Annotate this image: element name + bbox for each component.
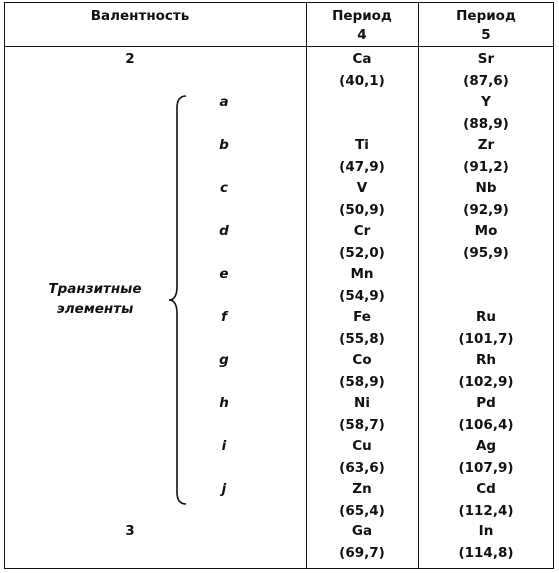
p4-v-symbol: V — [356, 180, 368, 196]
p5-nb-symbol: Nb — [475, 180, 497, 196]
header-period-5-line2: 5 — [481, 27, 491, 43]
valence-3: 3 — [125, 523, 135, 539]
header-valence: Валентность — [90, 8, 190, 24]
p5-nb-mass: (92,9) — [463, 202, 509, 218]
p5-cd-mass: (112,4) — [458, 503, 514, 519]
header-divider — [5, 46, 553, 47]
letter-h: h — [219, 395, 229, 411]
p5-ag-symbol: Ag — [475, 438, 497, 454]
header-period-4-line1: Период — [332, 8, 392, 24]
p5-in-mass: (114,8) — [458, 545, 514, 561]
p4-fe-symbol: Fe — [353, 309, 371, 325]
p5-ag-mass: (107,9) — [458, 460, 514, 476]
p5-mo-mass: (95,9) — [463, 245, 509, 261]
letter-f: f — [221, 309, 227, 325]
p4-v-mass: (50,9) — [339, 202, 385, 218]
p5-rh-mass: (102,9) — [458, 374, 514, 390]
p4-ti-mass: (47,9) — [339, 159, 385, 175]
p4-ga-symbol: Ga — [351, 523, 373, 539]
p4-ca-mass: (40,1) — [339, 73, 385, 89]
transition-label-line2: элементы — [56, 301, 134, 317]
p5-zr-symbol: Zr — [477, 137, 495, 153]
header-period-4-line2: 4 — [357, 27, 367, 43]
p5-sr-symbol: Sr — [477, 51, 495, 67]
p5-ru-symbol: Ru — [475, 309, 496, 325]
p4-cr-symbol: Cr — [353, 223, 371, 239]
p4-mn-symbol: Mn — [350, 266, 374, 282]
p5-y-symbol: Y — [481, 94, 491, 110]
p4-zn-symbol: Zn — [352, 481, 372, 497]
transition-label-line1: Транзитные — [48, 281, 142, 297]
letter-g: g — [219, 352, 229, 368]
p4-zn-mass: (65,4) — [339, 503, 385, 519]
p4-fe-mass: (55,8) — [339, 331, 385, 347]
p4-cu-mass: (63,6) — [339, 460, 385, 476]
p4-cu-symbol: Cu — [352, 438, 372, 454]
p5-zr-mass: (91,2) — [463, 159, 509, 175]
p5-in-symbol: In — [478, 523, 494, 539]
p4-ni-symbol: Ni — [354, 395, 370, 411]
header-period-5-line1: Период — [456, 8, 516, 24]
p5-pd-symbol: Pd — [476, 395, 496, 411]
p5-pd-mass: (106,4) — [458, 417, 514, 433]
letter-d: d — [219, 223, 229, 239]
letter-b: b — [219, 137, 229, 153]
valence-2: 2 — [125, 51, 135, 67]
p5-sr-mass: (87,6) — [463, 73, 509, 89]
letter-j: j — [221, 481, 227, 497]
curly-brace-icon — [166, 94, 190, 506]
letter-i: i — [221, 438, 227, 454]
p5-cd-symbol: Cd — [476, 481, 496, 497]
p4-ti-symbol: Ti — [355, 137, 369, 153]
letter-a: a — [219, 94, 229, 110]
p4-cr-mass: (52,0) — [339, 245, 385, 261]
p4-ni-mass: (58,7) — [339, 417, 385, 433]
p4-mn-mass: (54,9) — [339, 288, 385, 304]
p5-y-mass: (88,9) — [463, 116, 509, 132]
p5-ru-mass: (101,7) — [458, 331, 514, 347]
letter-c: c — [219, 180, 228, 196]
p4-ga-mass: (69,7) — [339, 545, 385, 561]
p5-rh-symbol: Rh — [475, 352, 496, 368]
p4-co-symbol: Co — [352, 352, 372, 368]
p5-mo-symbol: Mo — [474, 223, 498, 239]
p4-co-mass: (58,9) — [339, 374, 385, 390]
letter-e: e — [219, 266, 229, 282]
p4-ca-symbol: Ca — [352, 51, 372, 67]
